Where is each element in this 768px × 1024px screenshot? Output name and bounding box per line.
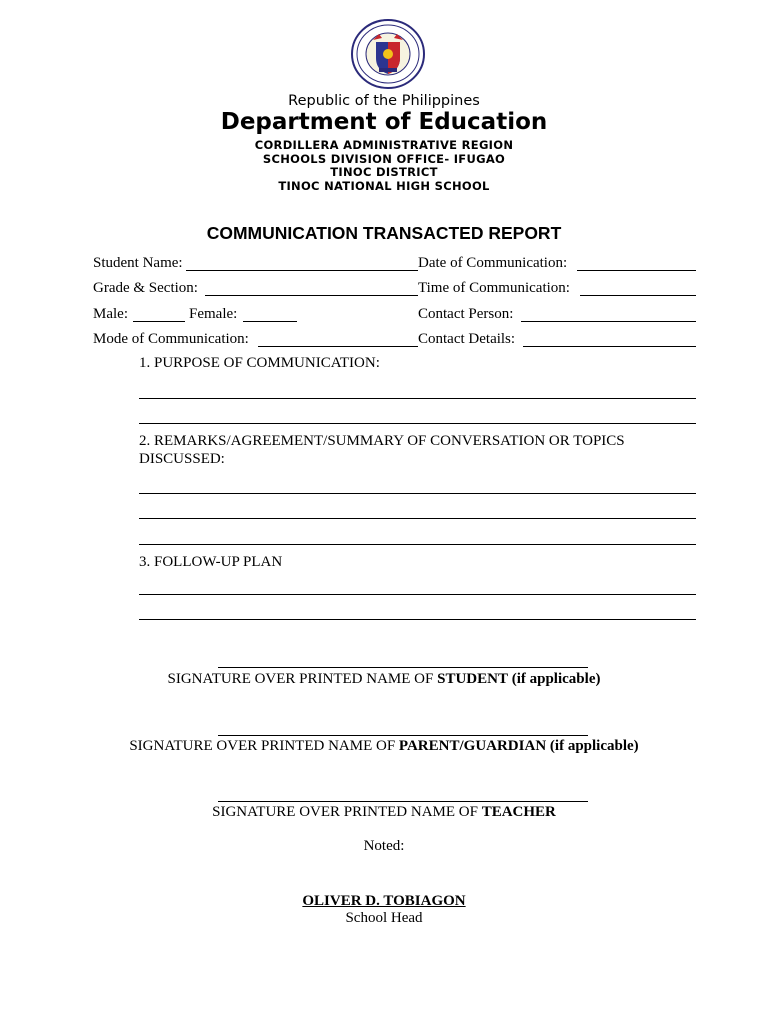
school-label: TINOC NATIONAL HIGH SCHOOL [278,179,490,193]
signature-prefix: SIGNATURE OVER PRINTED NAME OF [167,671,434,687]
time-label: Time of Communication: [418,280,570,296]
student-note: (if applicable) [511,671,601,687]
student-name-label: Student Name: [93,255,183,271]
republic-label: Republic of the Philippines [288,93,480,109]
district-label: TINOC DISTRICT [330,165,438,179]
mode-label: Mode of Communication: [93,331,249,347]
contact-details-label: Contact Details: [418,331,516,347]
teacher-signature-caption [0,804,768,821]
followup-line[interactable] [139,619,696,620]
department-title: Department of Education [220,109,548,135]
deped-seal [349,18,427,90]
date-line[interactable] [577,270,696,271]
division-label: SCHOOLS DIVISION OFFICE- IFUGAO [262,152,506,166]
contact-person-label: Contact Person: [418,306,514,322]
student-name-line[interactable] [186,270,418,271]
grade-section-label: Grade & Section: [93,280,198,296]
school-head-name-wrap [0,893,768,910]
male-line[interactable] [133,321,185,322]
contact-details-line[interactable] [523,346,696,347]
remarks-line[interactable] [139,544,696,545]
school-head-position: School Head [345,910,423,926]
purpose-line[interactable] [139,398,696,399]
remarks-heading: 2. REMARKS/AGREEMENT/SUMMARY OF CONVERSATION OR TOPICS [139,433,625,449]
teacher-signature-line[interactable] [218,801,588,802]
date-label: Date of Communication: [418,255,568,271]
remarks-line[interactable] [139,493,696,494]
purpose-heading: 1. PURPOSE OF COMMUNICATION: [139,355,380,371]
student-signature-caption [0,671,768,688]
student-role: STUDENT [437,671,508,687]
teacher-role: TEACHER [481,804,556,820]
noted-label: Noted: [363,838,405,854]
parent-role: PARENT/GUARDIAN [398,738,547,754]
female-line[interactable] [243,321,297,322]
signature-prefix: SIGNATURE OVER PRINTED NAME OF [129,738,396,754]
mode-line[interactable] [258,346,418,347]
school-head-name: OLIVER D. TOBIAGON [302,893,466,909]
region-label: CORDILLERA ADMINISTRATIVE REGION [254,138,514,152]
male-label: Male: [93,306,128,322]
student-signature-line[interactable] [218,667,588,668]
remarks-heading-cont: DISCUSSED: [139,451,225,467]
followup-line[interactable] [139,594,696,595]
parent-signature-caption [0,738,768,755]
remarks-line[interactable] [139,518,696,519]
parent-note: (if applicable) [549,738,639,754]
purpose-line[interactable] [139,423,696,424]
report-title: COMMUNICATION TRANSACTED REPORT [206,223,562,243]
parent-signature-line[interactable] [218,735,588,736]
signature-prefix: SIGNATURE OVER PRINTED NAME OF [212,804,478,820]
contact-person-line[interactable] [521,321,696,322]
grade-section-line[interactable] [205,295,418,296]
followup-heading: 3. FOLLOW-UP PLAN [139,554,283,570]
time-line[interactable] [580,295,696,296]
female-label: Female: [189,306,238,322]
